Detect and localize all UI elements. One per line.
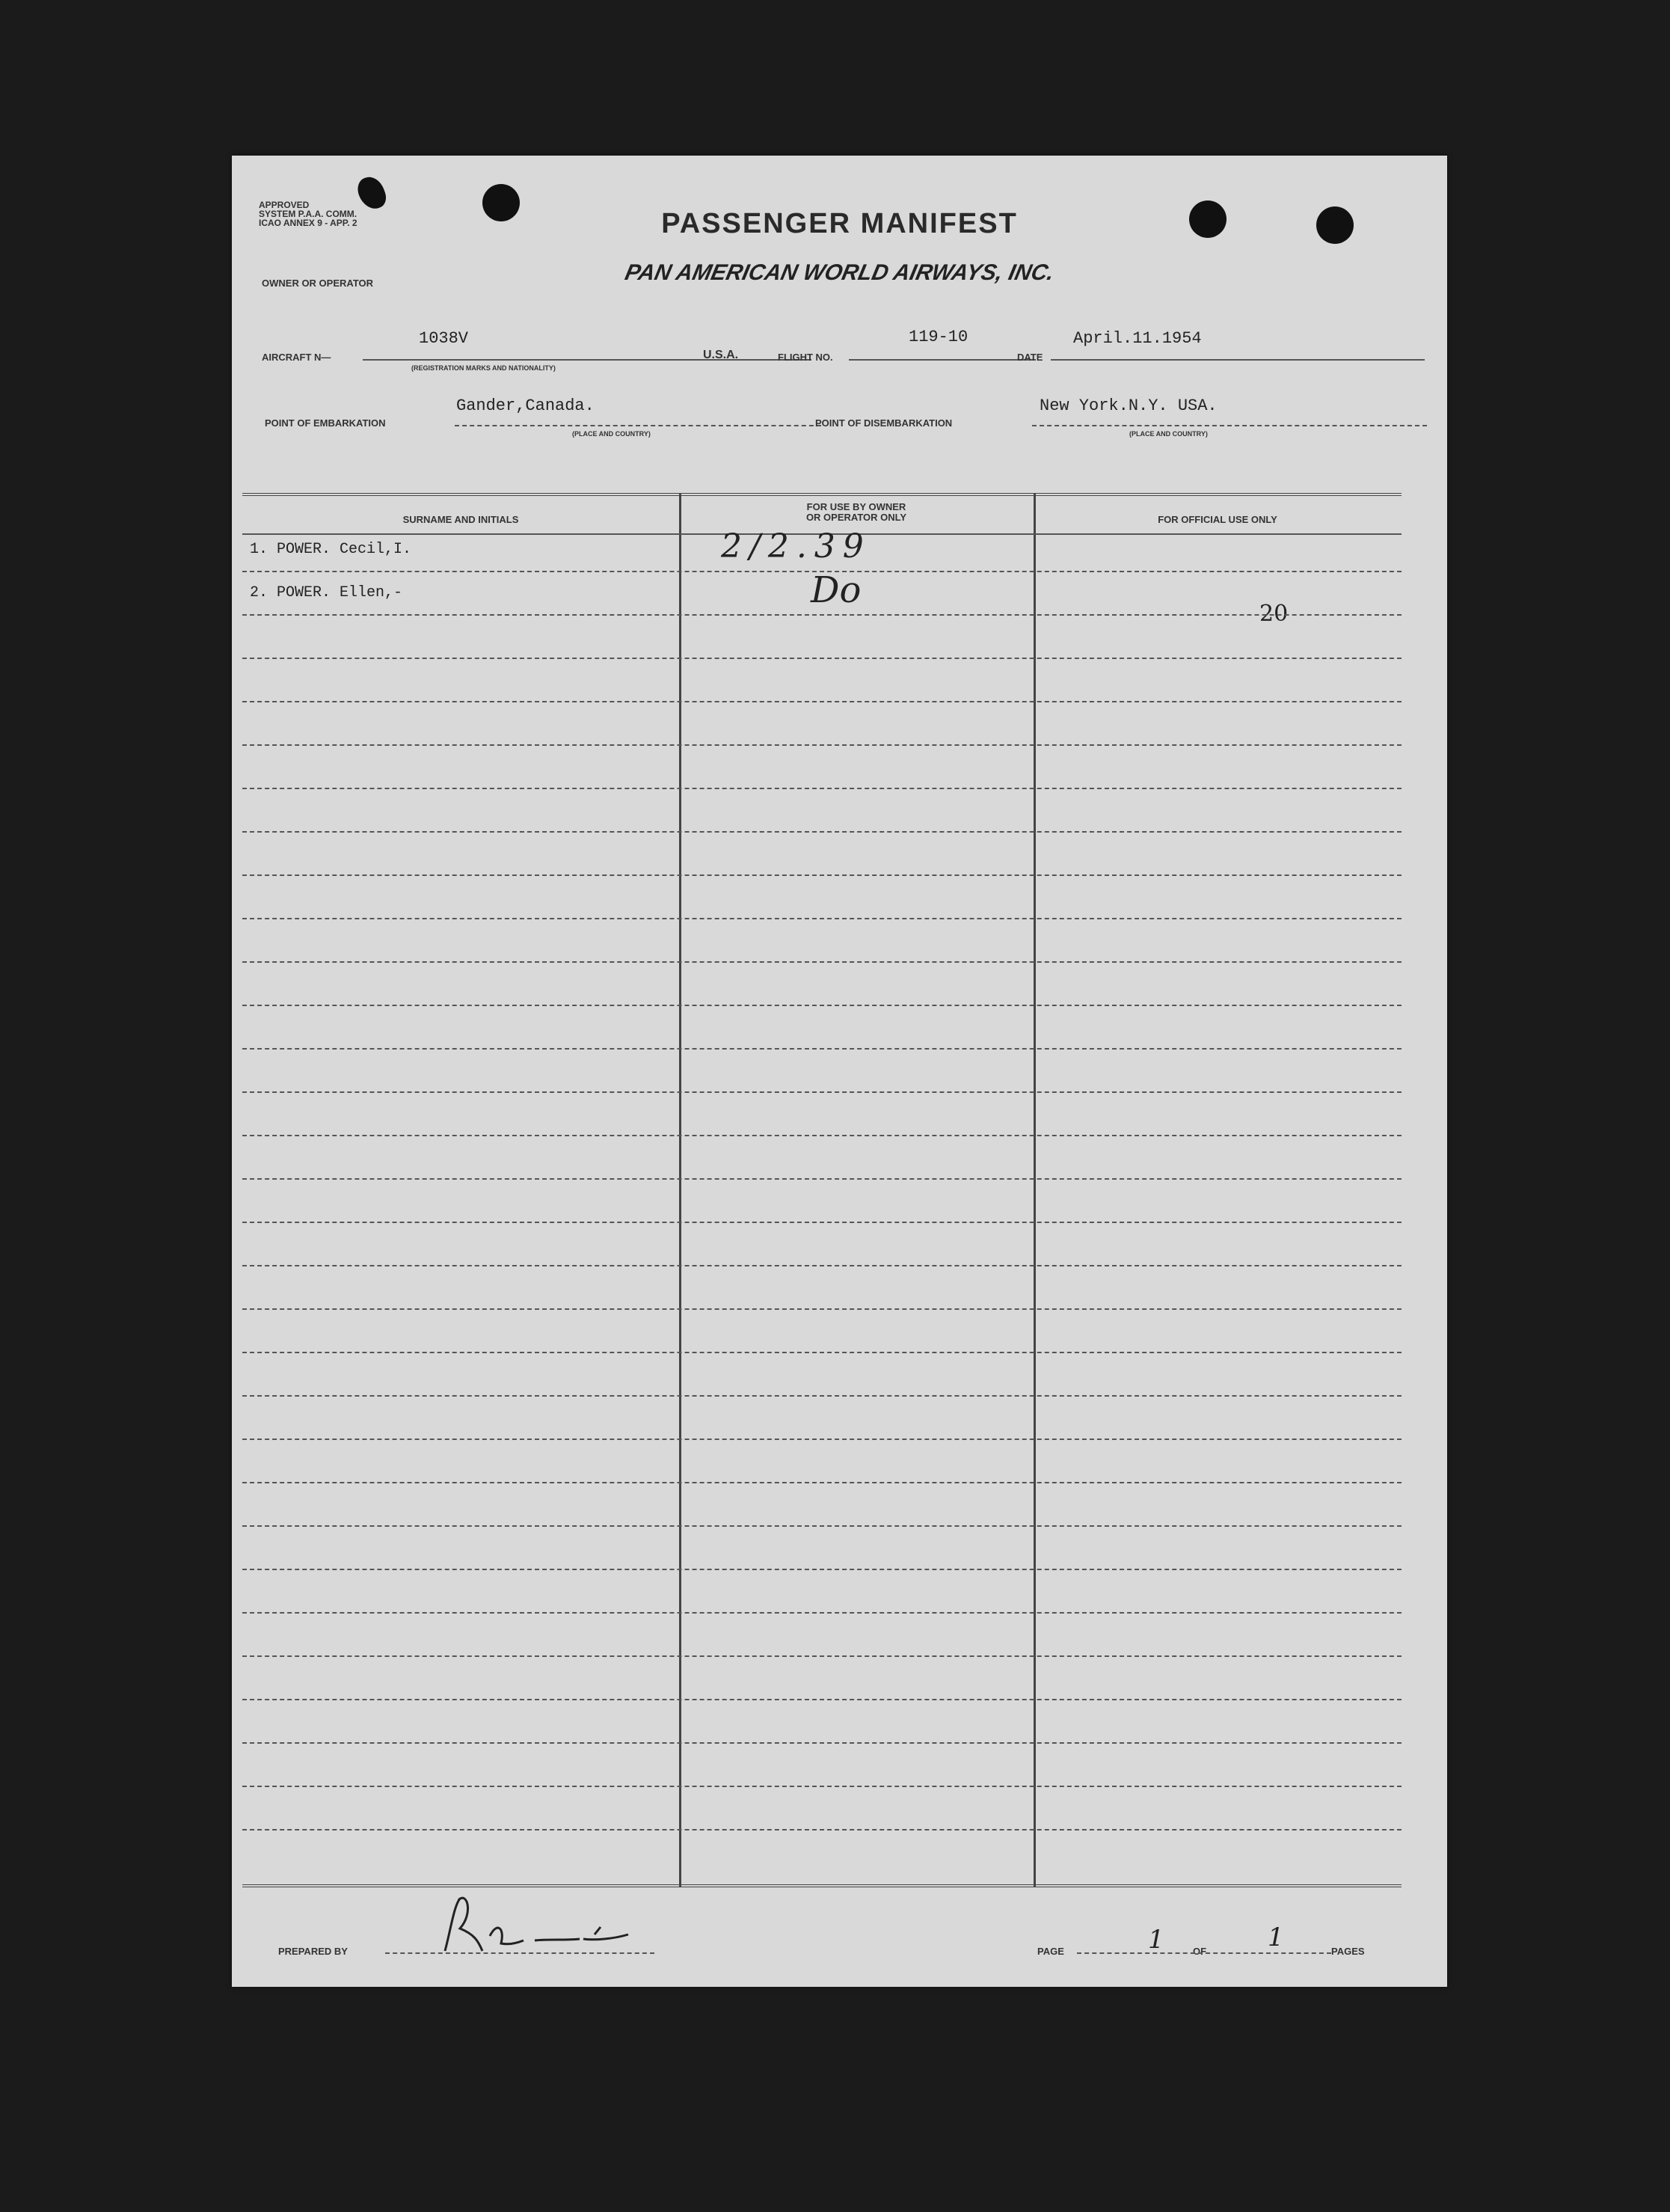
aircraft-value: 1038V bbox=[419, 329, 469, 348]
registration-caption: (REGISTRATION MARKS AND NATIONALITY) bbox=[411, 364, 556, 372]
table-rule bbox=[242, 744, 1402, 746]
table-rule bbox=[242, 1091, 1402, 1093]
table-rule bbox=[242, 1395, 1402, 1397]
table-top-border bbox=[242, 493, 1402, 496]
disembarkation-underline bbox=[1032, 425, 1427, 426]
table-rule bbox=[242, 961, 1402, 963]
table-rule bbox=[242, 1525, 1402, 1527]
table-rule bbox=[242, 1829, 1402, 1830]
table-rule bbox=[242, 1265, 1402, 1266]
owner-label: OWNER OR OPERATOR bbox=[262, 278, 374, 289]
header-official-use: FOR OFFICIAL USE ONLY bbox=[1158, 514, 1277, 525]
owner-note: 2/2.39 bbox=[721, 527, 871, 566]
ink-blot bbox=[354, 174, 390, 213]
embarkation-value: Gander,Canada. bbox=[456, 396, 595, 415]
approval-line-3: ICAO ANNEX 9 - APP. 2 bbox=[259, 218, 357, 228]
table-rule bbox=[242, 1005, 1402, 1006]
table-bottom-border bbox=[242, 1884, 1402, 1887]
table-rule bbox=[242, 1308, 1402, 1310]
of-label: OF bbox=[1193, 1946, 1207, 1957]
flight-underline bbox=[849, 359, 1036, 361]
page-underline bbox=[1077, 1952, 1331, 1954]
table-rule bbox=[242, 1222, 1402, 1223]
table-rule bbox=[242, 1786, 1402, 1787]
table-rule bbox=[242, 1612, 1402, 1614]
date-value: April.11.1954 bbox=[1073, 329, 1202, 348]
embarkation-caption: (PLACE AND COUNTRY) bbox=[572, 430, 651, 438]
table-rule bbox=[242, 571, 1402, 572]
page-value: 1 bbox=[1148, 1925, 1164, 1955]
disembarkation-label: POINT OF DISEMBARKATION bbox=[815, 417, 953, 429]
prepared-by-label: PREPARED BY bbox=[278, 1946, 348, 1957]
header-owner-use-line2: OR OPERATOR ONLY bbox=[805, 512, 907, 523]
passenger-name: 2. POWER. Ellen,- bbox=[250, 584, 403, 601]
table-rule bbox=[242, 1482, 1402, 1483]
table-rule bbox=[242, 614, 1402, 616]
table-rule bbox=[242, 874, 1402, 876]
table-rule bbox=[242, 1178, 1402, 1180]
table-rule bbox=[242, 1352, 1402, 1353]
date-underline bbox=[1051, 359, 1425, 361]
carrier-name: PAN AMERICAN WORLD AIRWAYS, INC. bbox=[622, 260, 1057, 285]
approval-line-2: SYSTEM P.A.A. COMM. bbox=[259, 209, 357, 219]
disembarkation-caption: (PLACE AND COUNTRY) bbox=[1129, 430, 1208, 438]
table-rule bbox=[242, 1655, 1402, 1657]
aircraft-underline bbox=[363, 359, 811, 361]
table-rule bbox=[242, 1048, 1402, 1050]
header-owner-use-line1: FOR USE BY OWNER bbox=[806, 501, 906, 512]
table-rule bbox=[242, 1699, 1402, 1700]
owner-note: Do bbox=[811, 569, 862, 611]
disembarkation-value: New York.N.Y. USA. bbox=[1040, 396, 1218, 415]
approval-line-1: APPROVED bbox=[259, 200, 310, 210]
page-label: PAGE bbox=[1037, 1946, 1064, 1957]
flight-label: FLIGHT NO. bbox=[778, 352, 833, 363]
table-rule bbox=[242, 1135, 1402, 1136]
form-title: PASSENGER MANIFEST bbox=[661, 208, 1018, 239]
passenger-name: 1. POWER. Cecil,I. bbox=[250, 541, 412, 558]
header-surname: SURNAME AND INITIALS bbox=[402, 514, 519, 525]
table-rule bbox=[242, 831, 1402, 833]
flight-value: 119-10 bbox=[909, 328, 968, 346]
table-rule bbox=[242, 918, 1402, 919]
table-rule bbox=[242, 1569, 1402, 1570]
prepared-by-underline bbox=[385, 1952, 654, 1954]
preparer-signature bbox=[438, 1891, 662, 1973]
table-rule bbox=[242, 1439, 1402, 1440]
date-label: DATE bbox=[1017, 352, 1043, 363]
table-rule bbox=[242, 788, 1402, 789]
pages-label: PAGES bbox=[1331, 1946, 1365, 1957]
table-rule bbox=[242, 1742, 1402, 1744]
embarkation-label: POINT OF EMBARKATION bbox=[265, 417, 386, 429]
aircraft-label: AIRCRAFT N— bbox=[262, 352, 331, 363]
pages-value: 1 bbox=[1268, 1923, 1284, 1952]
table-rule bbox=[242, 701, 1402, 702]
embarkation-underline bbox=[455, 425, 821, 426]
table-rule bbox=[242, 658, 1402, 659]
manifest-sheet bbox=[232, 156, 1447, 1987]
nationality: U.S.A. bbox=[703, 349, 739, 361]
official-note: 20 bbox=[1259, 601, 1289, 627]
header-owner-use bbox=[679, 502, 1034, 523]
passenger-table bbox=[242, 488, 1402, 1887]
